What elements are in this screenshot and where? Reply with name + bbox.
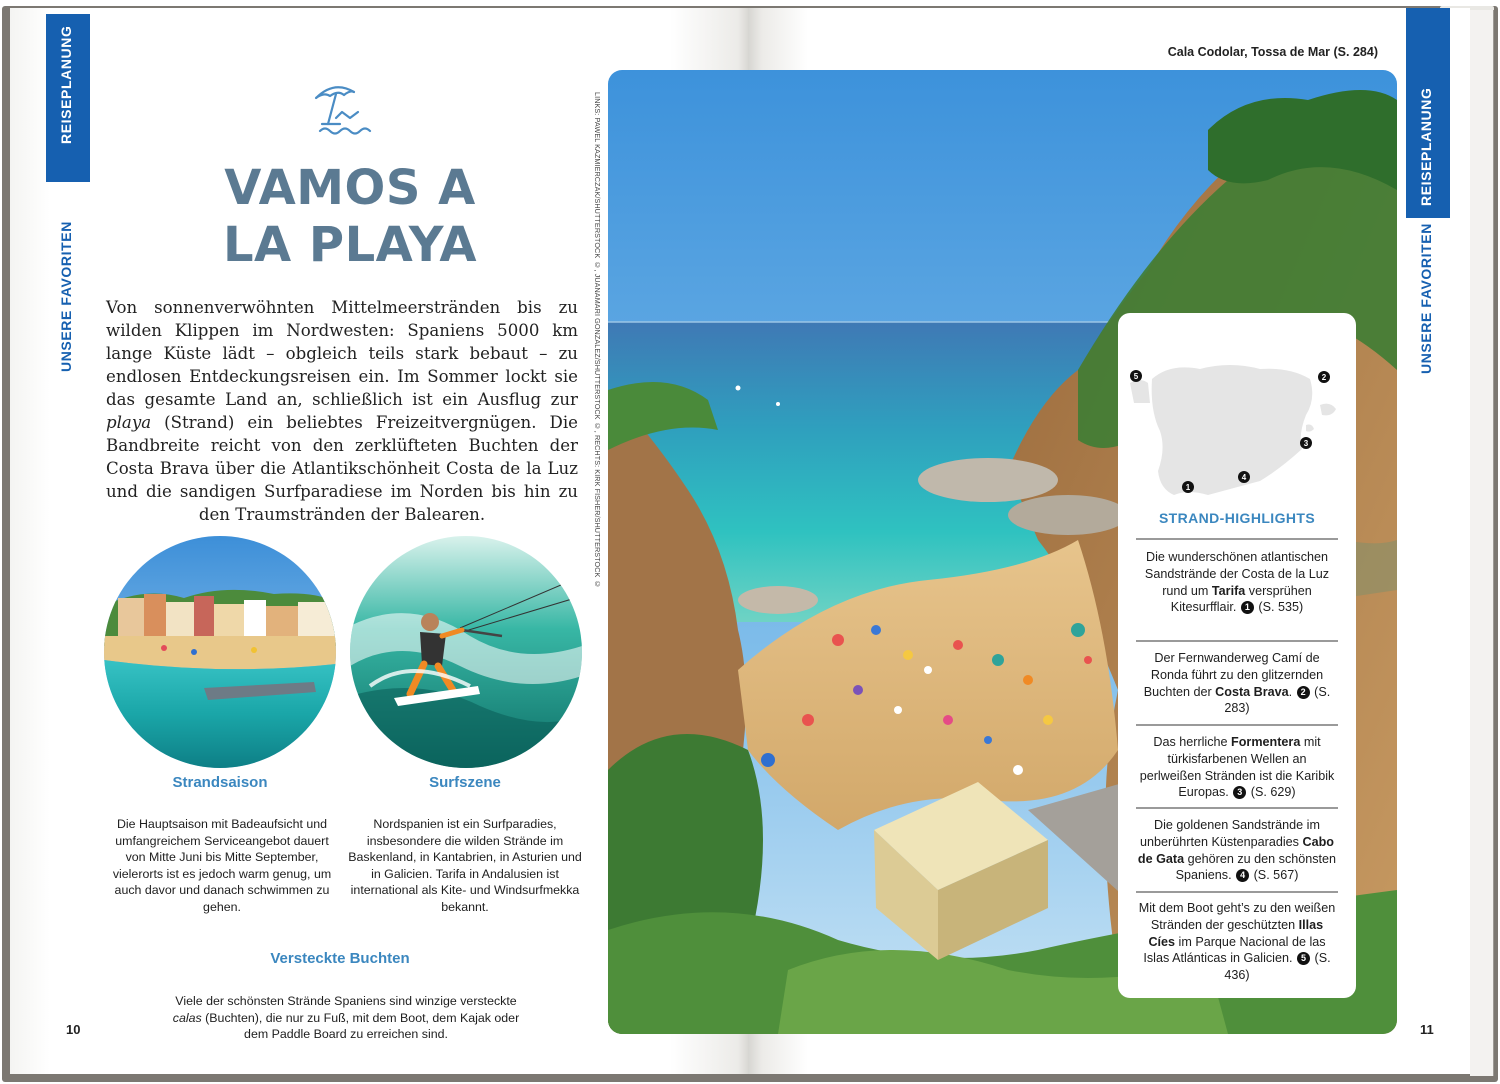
page-title-line-1: VAMOS A	[224, 160, 476, 216]
highlight-item-2	[1136, 650, 1338, 717]
strandsaison-photo	[104, 536, 336, 768]
section-tab-label: REISEPLANUNG	[58, 26, 74, 145]
spain-map	[1130, 339, 1344, 501]
highlight-number-badge: 1	[1241, 601, 1254, 614]
left-page-number: 10	[66, 1022, 81, 1037]
intro-text: Von sonnenverwöhnten Mittelmeerstränden bis zu wilden Klippen im Nordwesten: Spaniens 5000 km lange Küste lädt – obgleich teils stark bebaut – zu endlosen Entdeckungsreisen ein. Im Sommer lockt sie das gesamte Land an, schließlich ist ein Ausflug zur	[106, 298, 578, 409]
highlights-divider	[1136, 807, 1338, 809]
strandsaison-text: Die Hauptsaison mit Badeaufsicht und umfangreichem Serviceangebot dauert von Mitte Juni bis Mitte September, vielerorts ist es jedoch warm genug, um auch davor und danach schwimmen zu gehen.	[112, 817, 332, 914]
versteckte-buchten-italic-term: calas	[172, 1010, 202, 1025]
highlight-number-badge: 4	[1236, 869, 1249, 882]
highlight-number-badge: 2	[1297, 686, 1310, 699]
page-edges	[1470, 10, 1494, 1076]
highlight-item-4	[1136, 817, 1338, 884]
map-marker-2: 2	[1321, 373, 1327, 382]
highlight-page-ref: (S. 283)	[1224, 684, 1331, 716]
highlight-text: .	[1288, 684, 1293, 699]
highlight-place: Cabo de Gata	[1137, 834, 1334, 866]
section-tab-label: REISEPLANUNG	[1418, 88, 1434, 207]
highlight-number-badge: 5	[1297, 952, 1310, 965]
highlight-text: Der Fernwanderweg Camí de Ronda führt zu den glitzernden Buchten der	[1143, 651, 1324, 699]
strandsaison-heading: Strandsaison	[172, 774, 268, 791]
surfszene-photo	[350, 536, 582, 768]
page-title	[185, 160, 515, 274]
highlight-number-badge: 3	[1233, 786, 1246, 799]
highlight-text: versprühen Kitesurfflair.	[1170, 583, 1312, 615]
right-page-number: 11	[1420, 1022, 1434, 1037]
intro-italic-term: playa	[106, 413, 152, 432]
highlights-divider	[1136, 538, 1338, 540]
photo-credit: LINKS: PAWEL KAZMIERCZAK/SHUTTERSTOCK ©, JUANAMARI GONZALEZ/SHUTTERSTOCK ©, RECHTS: KIRK FISHER/SHUTTERSTOCK ©	[593, 92, 602, 589]
highlights-divider	[1136, 640, 1338, 642]
highlight-place: Tarifa	[1211, 583, 1246, 598]
highlight-item-5	[1136, 900, 1338, 984]
highlight-text: gehören zu den schönsten Spaniens.	[1175, 851, 1337, 883]
versteckte-buchten-text-part: Viele der schönsten Strände Spaniens sind winzige versteckte	[175, 994, 517, 1008]
highlight-text: Die goldenen Sandstrände im unberührten Küstenparadies	[1140, 818, 1320, 849]
map-marker-5: 5	[1133, 372, 1139, 381]
section-side-tab-right	[1406, 8, 1450, 376]
highlight-text: Die wunderschönen atlantischen Sandstrände der Costa de la Luz rund um	[1144, 550, 1330, 598]
strand-highlights-title: STRAND-HIGHLIGHTS	[1158, 510, 1316, 526]
highlight-text: mit türkisfarbenen Wellen an perlweißen Stränden ist die Karibik Europas.	[1139, 735, 1335, 800]
photo-caption: Cala Codolar, Tossa de Mar (S. 284)	[1167, 45, 1378, 59]
highlight-item-1	[1136, 549, 1338, 616]
highlight-place: Formentera	[1231, 735, 1301, 749]
highlight-item-3	[1136, 734, 1338, 801]
subsection-tab-label: UNSERE FAVORITEN	[58, 221, 74, 372]
highlight-text: im Parque Nacional de las Islas Atlánticas in Galicien.	[1143, 934, 1326, 966]
map-marker-4: 4	[1241, 473, 1247, 482]
intro-paragraph	[106, 296, 578, 526]
map-marker-1: 1	[1185, 483, 1191, 492]
highlight-page-ref: (S. 567)	[1253, 868, 1299, 883]
page-title-line-2: LA PLAYA	[222, 217, 478, 273]
versteckte-buchten-heading: Versteckte Buchten	[270, 950, 410, 967]
surfszene-heading: Surfszene	[429, 774, 501, 791]
highlight-page-ref: (S. 436)	[1224, 951, 1331, 983]
intro-text-cont: (Strand) ein beliebtes Freizeitvergnügen. Die Bandbreite reicht von den zerklüfteten Buchten der Costa Brava über die Atlantikschönheit Costa de la Luz und die sandigen Surfparadiese im Norden bis hin zu den Traumstränden der Balearen.	[106, 413, 578, 524]
versteckte-buchten-text	[166, 993, 526, 1043]
map-marker-3: 3	[1303, 439, 1309, 448]
highlight-text: Das herrliche	[1153, 735, 1232, 749]
highlights-divider	[1136, 724, 1338, 726]
highlight-page-ref: (S. 535)	[1258, 600, 1304, 615]
versteckte-buchten-text-cont: (Buchten), die nur zu Fuß, mit dem Boot, dem Kajak oder dem Paddle Board zu erreichen sind.	[201, 1010, 520, 1042]
surfszene-text: Nordspanien ist ein Surfparadies, insbesondere die wilden Strände im Baskenland, in Kantabrien, in Asturien und in Galicien. Tarifa in Andalusien ist international als Kite- und Windsurfmekka bekannt.	[348, 817, 582, 914]
subsection-tab-label: UNSERE FAVORITEN	[1418, 223, 1434, 374]
highlight-place: Illas Cíes	[1148, 917, 1324, 949]
highlight-place: Costa Brava	[1215, 684, 1289, 699]
highlight-text: Mit dem Boot geht’s zu den weißen Stränden der geschützten	[1138, 901, 1336, 932]
strand-highlights-box	[1118, 313, 1356, 998]
highlights-divider	[1136, 891, 1338, 893]
beach-umbrella-icon	[308, 78, 378, 138]
section-side-tab-left	[46, 14, 90, 384]
highlight-page-ref: (S. 629)	[1250, 785, 1296, 800]
